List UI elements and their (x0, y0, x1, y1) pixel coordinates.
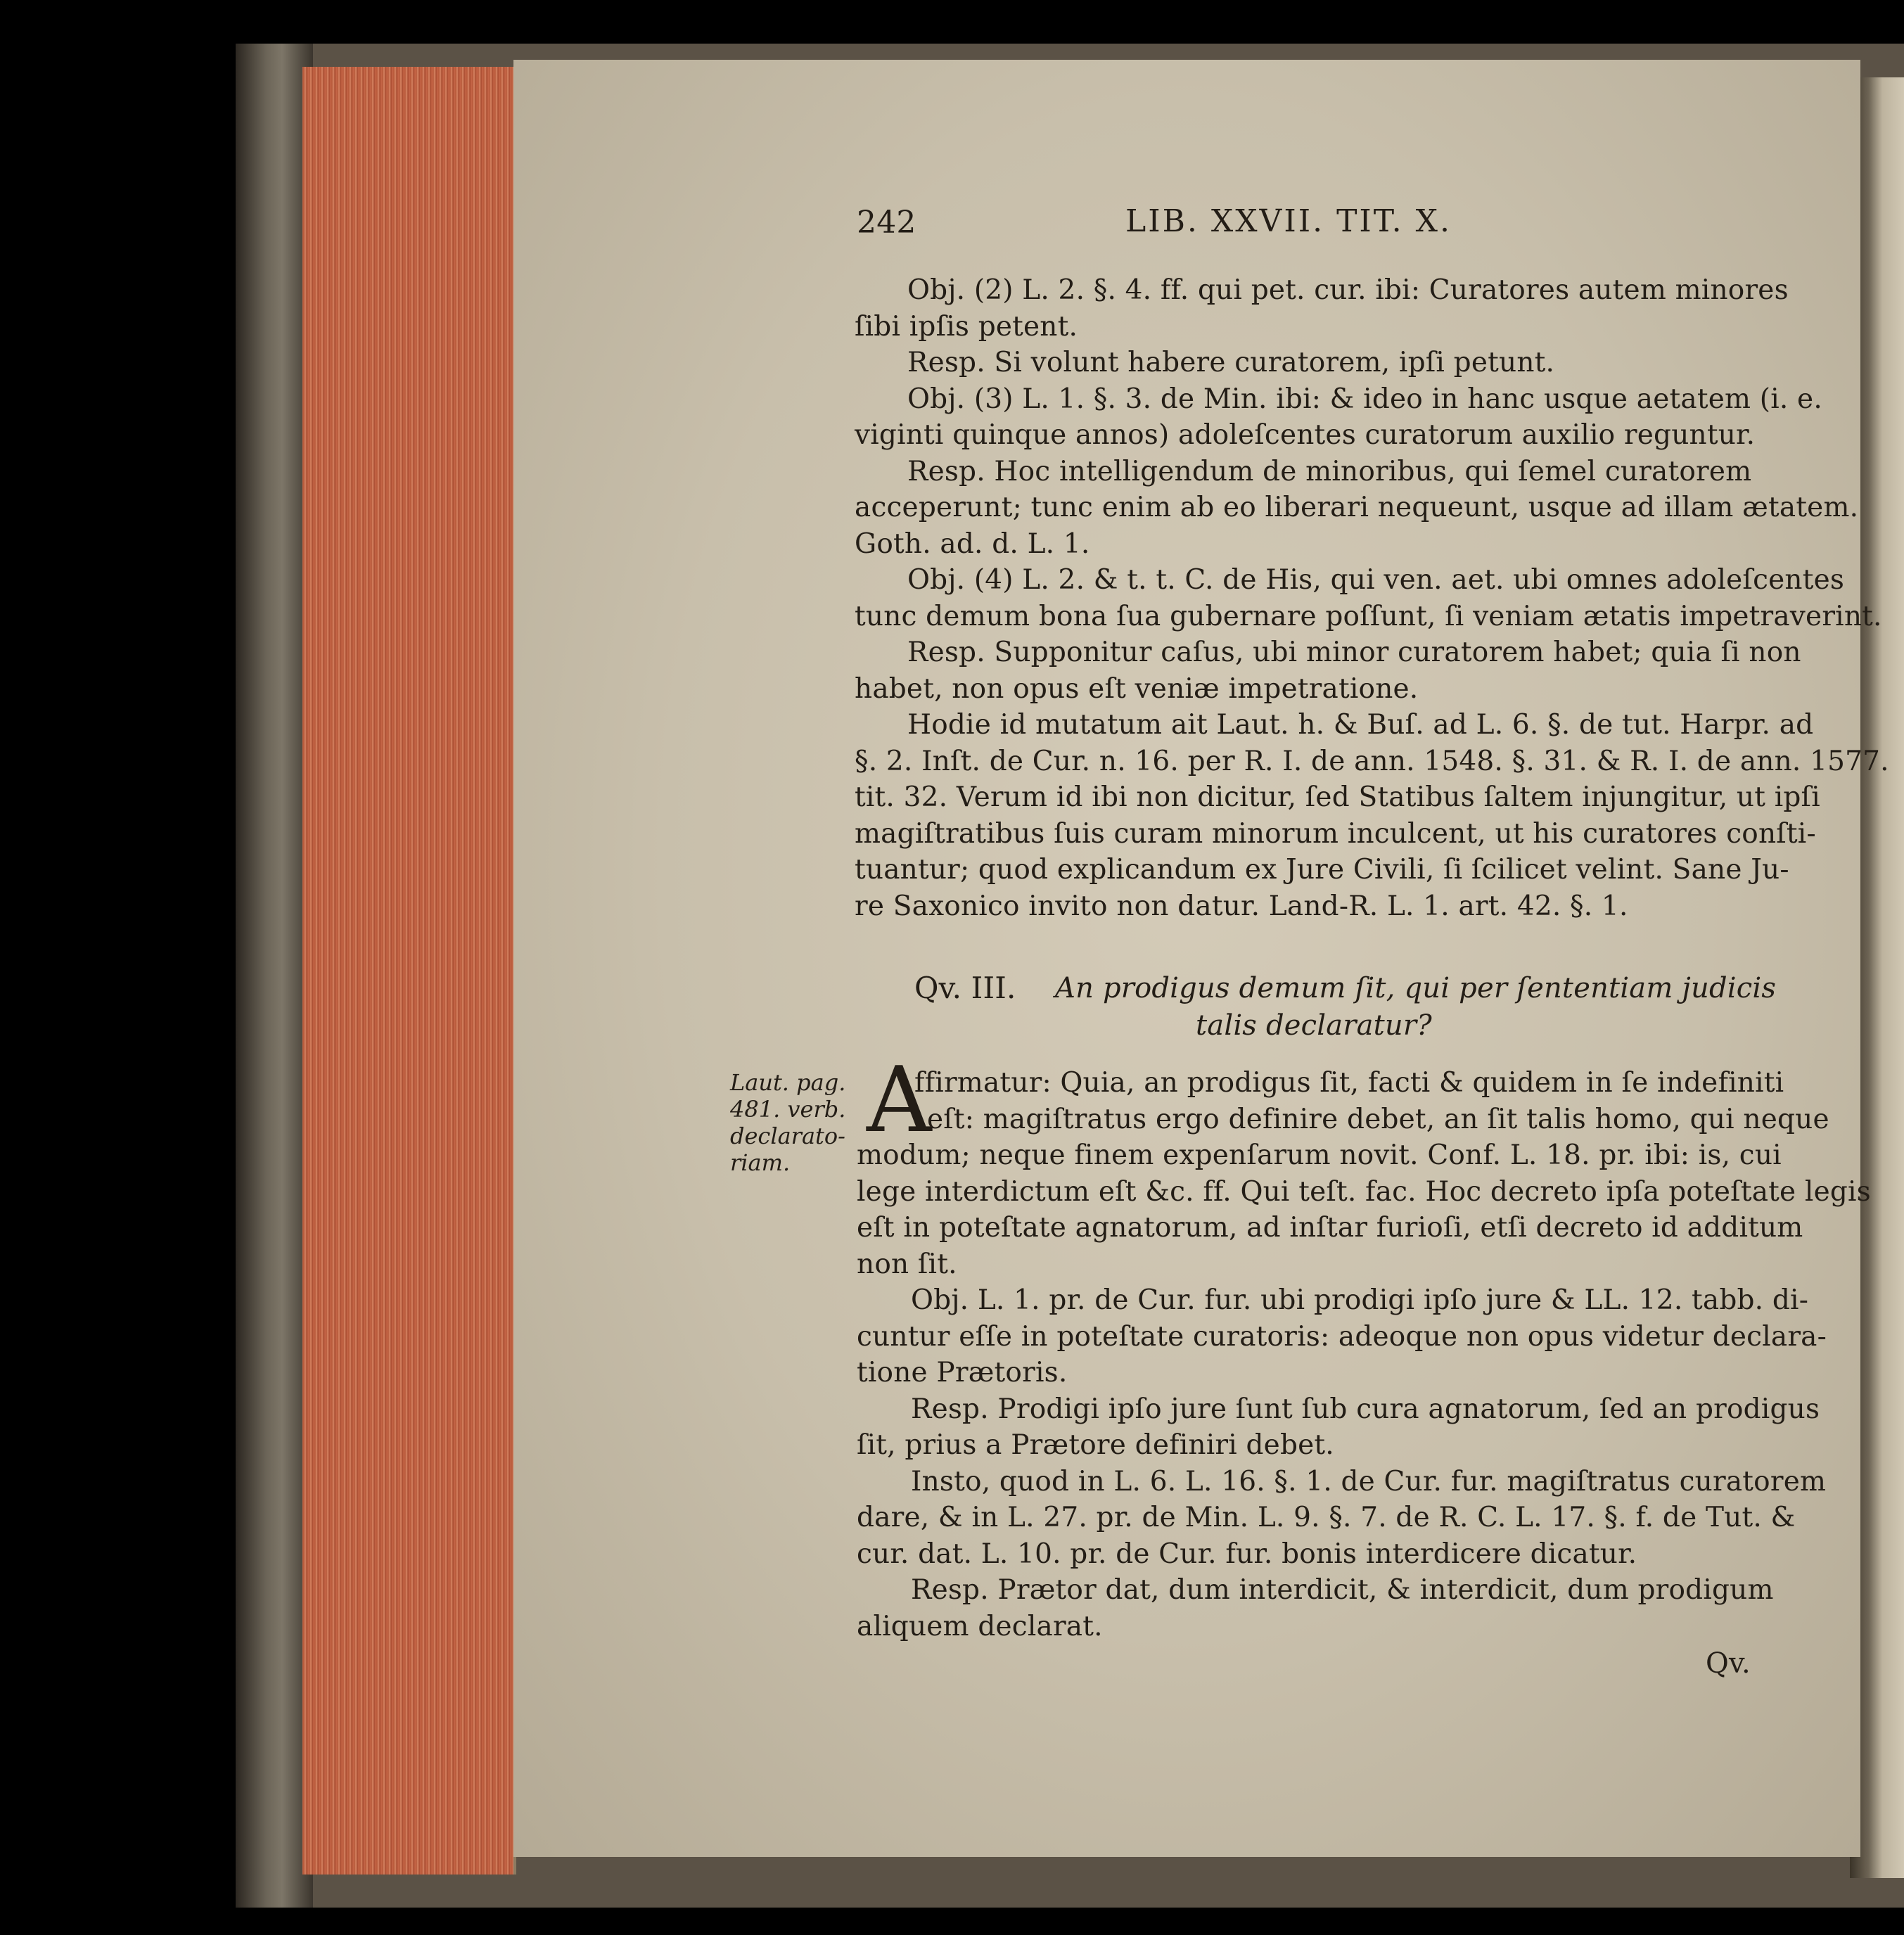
text-line: habet, non opus eſt veniæ impetratione. (855, 672, 1419, 705)
text-line: lege interdictum eſt &c. ff. Qui teſt. fac. Hoc decreto ipſa poteſtate legis (857, 1175, 1871, 1208)
text-line: ffirmatur: Quia, an prodigus ſit, facti & quidem in ſe indefiniti (914, 1067, 1784, 1099)
text-line: aliquem declarat. (857, 1610, 1103, 1642)
margin-note-line: 481. verb. (730, 1096, 846, 1123)
text-line: cur. dat. L. 10. pr. de Cur. fur. bonis interdicere dicatur. (857, 1538, 1637, 1570)
text-line: Obj. (2) L. 2. §. 4. ff. qui pet. cur. ibi: Curatores autem minores (907, 274, 1789, 306)
text-line: eſt in poteſtate agnatorum, ad inſtar furioſi, etſi decreto id additum (857, 1212, 1803, 1244)
margin-note-line: declarato- (730, 1123, 845, 1149)
text-line: ſit, prius a Prætore definiri debet. (857, 1429, 1334, 1461)
text-line: ſibi ipſis petent. (855, 310, 1078, 343)
text-line: Resp. Si volunt habere curatorem, ipſi petunt. (907, 347, 1555, 378)
book-spine (236, 44, 313, 1908)
text-line: §. 2. Inſt. de Cur. n. 16. per R. I. de ann. 1548. §. 31. & R. I. de ann. 1577. (855, 745, 1889, 777)
page-edges (302, 67, 516, 1875)
text-line: non ſit. (857, 1248, 957, 1280)
text-line: Obj. (3) L. 1. §. 3. de Min. ibi: & ideo in hanc usque aetatem (i. e. (907, 383, 1822, 415)
text-line: eſt: magiſtratus ergo definire debet, an ſit talis homo, qui neque (927, 1103, 1829, 1135)
text-line: dare, & in L. 27. pr. de Min. L. 9. §. 7. de R. C. L. 17. §. f. de Tut. & (857, 1502, 1796, 1533)
drop-cap: A (867, 1048, 932, 1153)
text-line: tuantur; quod explicandum ex Jure Civili, ſi ſcilicet velint. Sane Ju- (855, 854, 1789, 886)
text-line: Obj. (4) L. 2. & t. t. C. de His, qui ven. aet. ubi omnes adoleſcentes (907, 564, 1845, 596)
running-title: LIB. XXVII. TIT. X. (1125, 203, 1452, 239)
margin-note-line: Laut. pag. (730, 1069, 846, 1096)
question-label: Qv. III. (914, 971, 1016, 1005)
text-line: magiſtratibus ſuis curam minorum inculcent, ut his curatores conſti- (855, 817, 1816, 850)
text-line: Resp. Supponitur caſus, ubi minor curatorem habet; quia ſi non (907, 637, 1801, 668)
margin-note-line: riam. (730, 1149, 791, 1176)
text-line: modum; neque finem expenſarum novit. Conf. L. 18. pr. ibi: is, cui (857, 1139, 1782, 1171)
text-line: Resp. Prætor dat, dum interdicit, & interdicit, dum prodigum (911, 1574, 1774, 1606)
text-line: acceperunt; tunc enim ab eo liberari nequeunt, usque ad illam ætatem. (855, 492, 1859, 523)
text-line: Goth. ad. d. L. 1. (855, 528, 1090, 560)
text-line: viginti quinque annos) adoleſcentes curatorum auxilio reguntur. (855, 419, 1756, 451)
text-line: cuntur eſſe in poteſtate curatoris: adeoque non opus videtur declara- (857, 1320, 1827, 1353)
text-line: Hodie id mutatum ait Laut. h. & Buſ. ad L. 6. §. de tut. Harpr. ad (907, 709, 1814, 741)
text-line: re Saxonico invito non datur. Land-R. L. 1. art. 42. §. 1. (855, 890, 1628, 922)
catchword: Qv. (1706, 1647, 1751, 1680)
text-line: tunc demum bona ſua gubernare poſſunt, ſi veniam ætatis impetraverint. (855, 600, 1882, 632)
page-number: 242 (857, 205, 916, 241)
text-line: Resp. Hoc intelligendum de minoribus, qui ſemel curatorem (907, 455, 1752, 487)
question-line-1: An prodigus demum ſit, qui per ſententiam judicis (1055, 972, 1777, 1004)
text-line: Obj. L. 1. pr. de Cur. fur. ubi prodigi ipſo jure & LL. 12. tabb. di- (911, 1284, 1809, 1316)
text-line: Resp. Prodigi ipſo jure ſunt ſub cura agnatorum, ſed an prodigus (911, 1393, 1820, 1425)
text-line: Insto, quod in L. 6. L. 16. §. 1. de Cur. fur. magiſtratus curatorem (911, 1465, 1827, 1497)
question-line-2: talis declaratur? (1196, 1009, 1432, 1042)
text-line: tione Prætoris. (857, 1357, 1068, 1388)
text-line: tit. 32. Verum id ibi non dicitur, ſed Statibus ſaltem injungitur, ut ipſi (855, 781, 1820, 813)
